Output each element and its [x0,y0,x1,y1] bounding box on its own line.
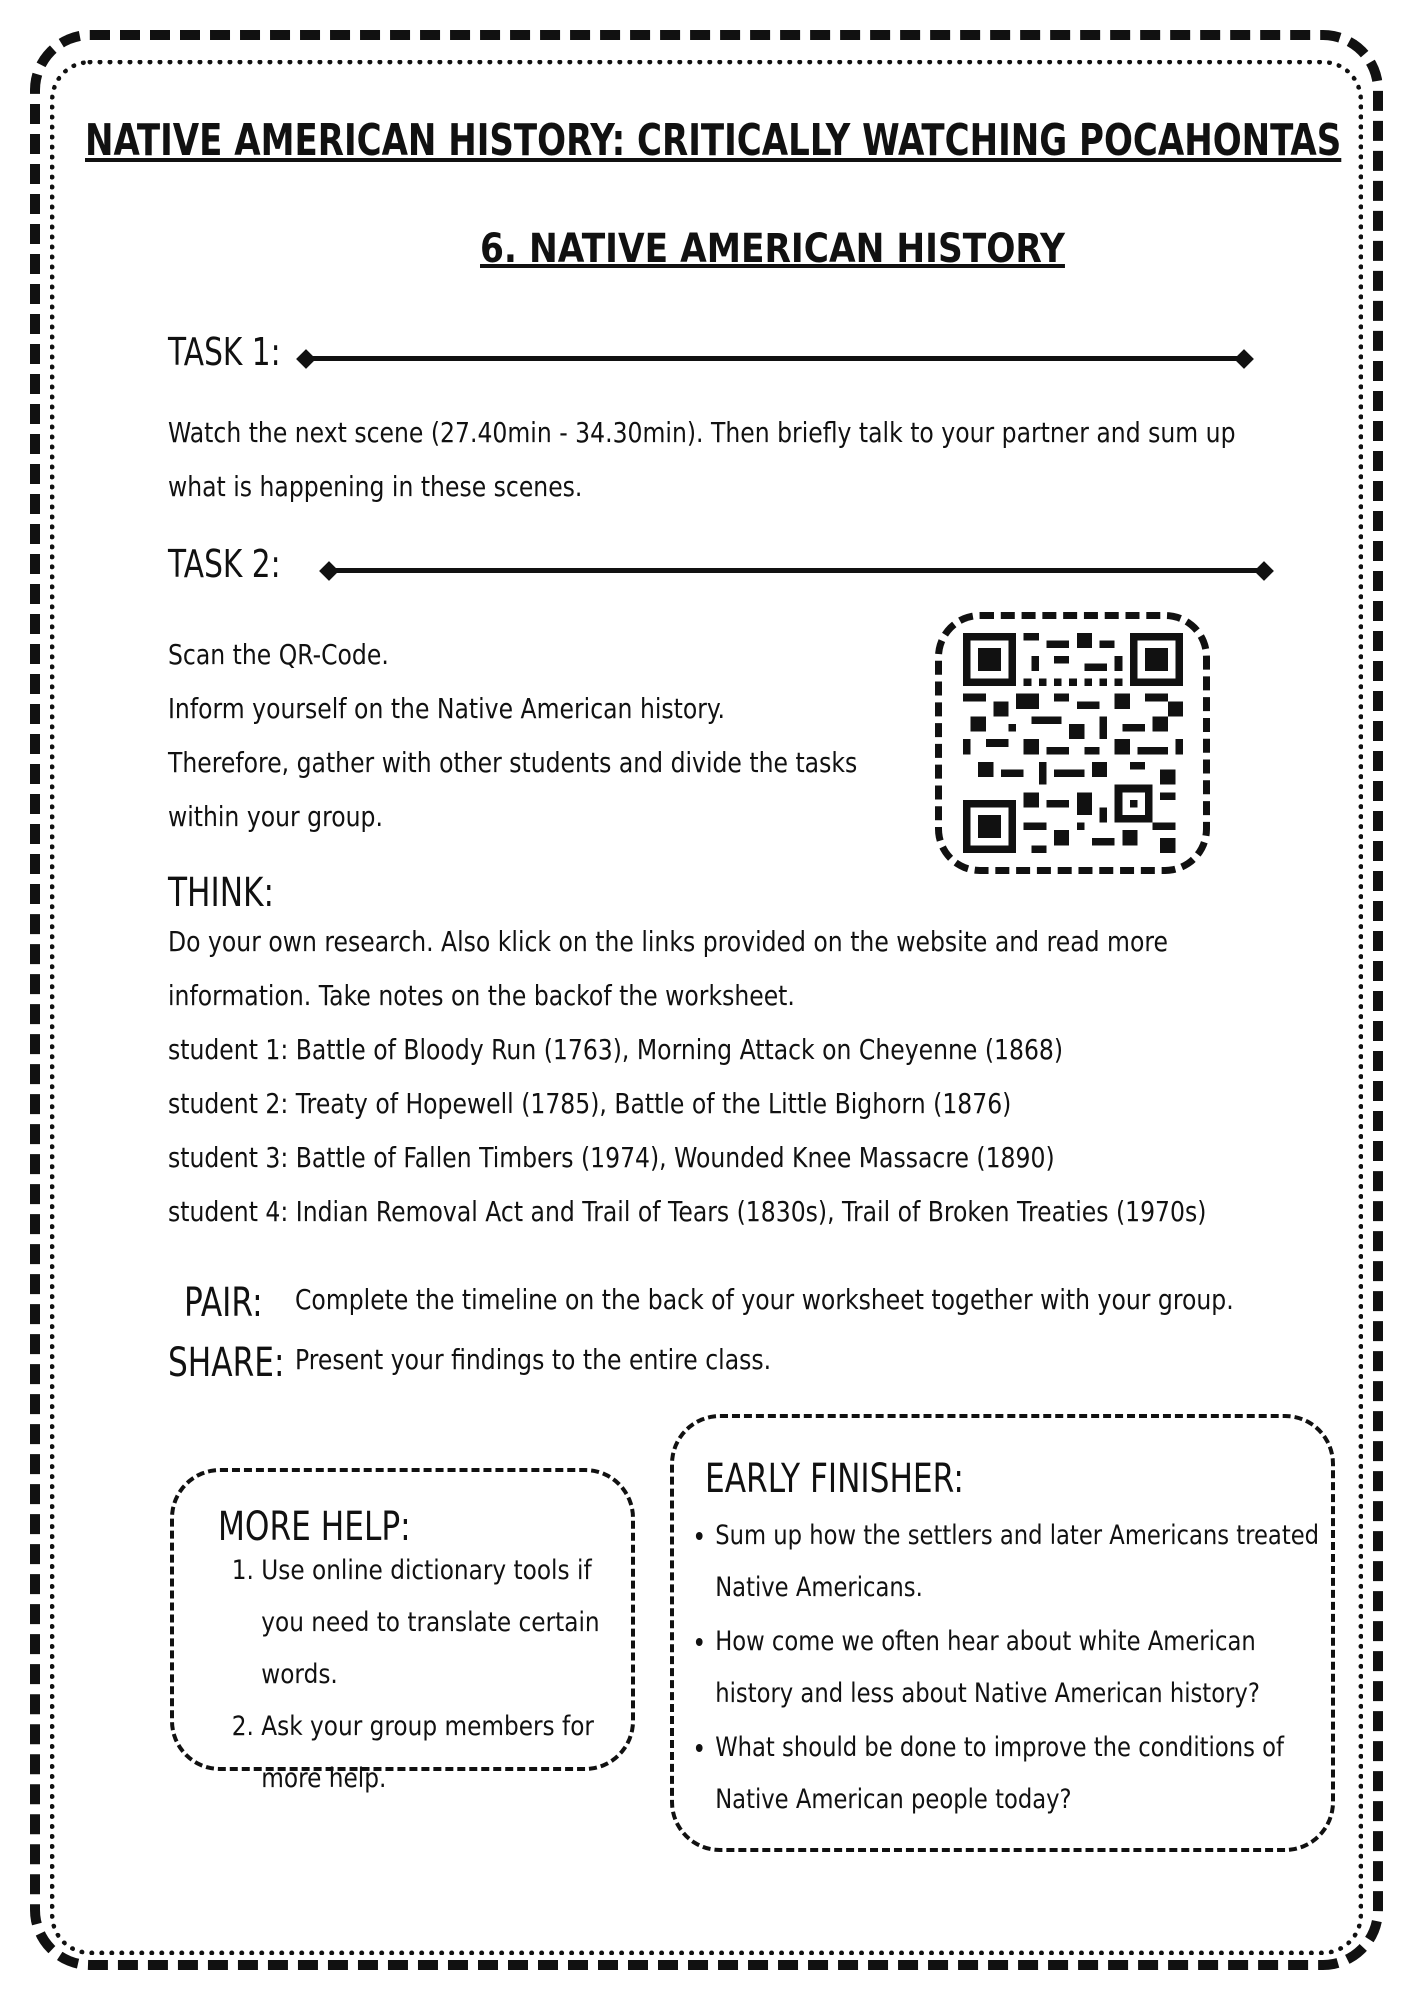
early-finisher-list [690,1510,1320,1828]
early-finisher-heading: EARLY FINISHER: [705,1456,964,1502]
task2-line: Therefore, gather with other students and divide the tasks [168,746,858,779]
worksheet-title: NATIVE AMERICAN HISTORY: CRITICALLY WATCHING POCAHONTAS [85,115,1342,166]
qr-code-frame [935,612,1210,874]
more-help-heading: MORE HELP: [218,1504,411,1550]
student-assignment: student 1: Battle of Bloody Run (1763), Morning Attack on Cheyenne (1868) [168,1033,1064,1066]
early-finisher-item: • Sum up how the settlers and later Americans treated Native Americans. [715,1510,1320,1614]
task1-heading: TASK 1: [168,330,281,374]
more-help-item: 2. Ask your group members for more help. [261,1701,639,1805]
student-assignment: student 4: Indian Removal Act and Trail of Tears (1830s), Trail of Broken Treaties (1970s) [168,1195,1207,1228]
task2-line: Inform yourself on the Native American history. [168,692,725,725]
share-label: SHARE: [168,1340,285,1386]
task2-line: Scan the QR-Code. [168,638,389,671]
section-title: 6. NATIVE AMERICAN HISTORY [480,226,1065,272]
pair-text: Complete the timeline on the back of your worksheet together with your group. [295,1283,1234,1316]
more-help-list [232,1545,640,1805]
think-instructions [168,915,1413,1239]
think-heading: THINK: [168,870,275,916]
early-finisher-item: • How come we often hear about white American history and less about Native American history? [715,1616,1320,1720]
pair-label: PAIR: [184,1280,263,1326]
task1-instructions: Watch the next scene (27.40min - 34.30min). Then briefly talk to your partner and sum up what is happening in these scenes. [168,416,1236,503]
think-line: Do your own research. Also klick on the links provided on the website and read more [168,925,1168,958]
student-assignment: student 2: Treaty of Hopewell (1785), Battle of the Little Bighorn (1876) [168,1087,1012,1120]
more-help-item: 1. Use online dictionary tools if you need to translate certain words. [261,1545,639,1701]
share-text: Present your findings to the entire class. [295,1343,772,1376]
think-line: information. Take notes on the backof the worksheet. [168,979,795,1012]
task2-instructions [168,628,882,844]
task2-line: within your group. [168,800,383,833]
student-assignment: student 3: Battle of Fallen Timbers (1974), Wounded Knee Massacre (1890) [168,1141,1055,1174]
task2-heading: TASK 2: [168,542,281,586]
qr-code[interactable] [958,633,1188,853]
early-finisher-item: • What should be done to improve the conditions of Native American people today? [715,1722,1320,1826]
